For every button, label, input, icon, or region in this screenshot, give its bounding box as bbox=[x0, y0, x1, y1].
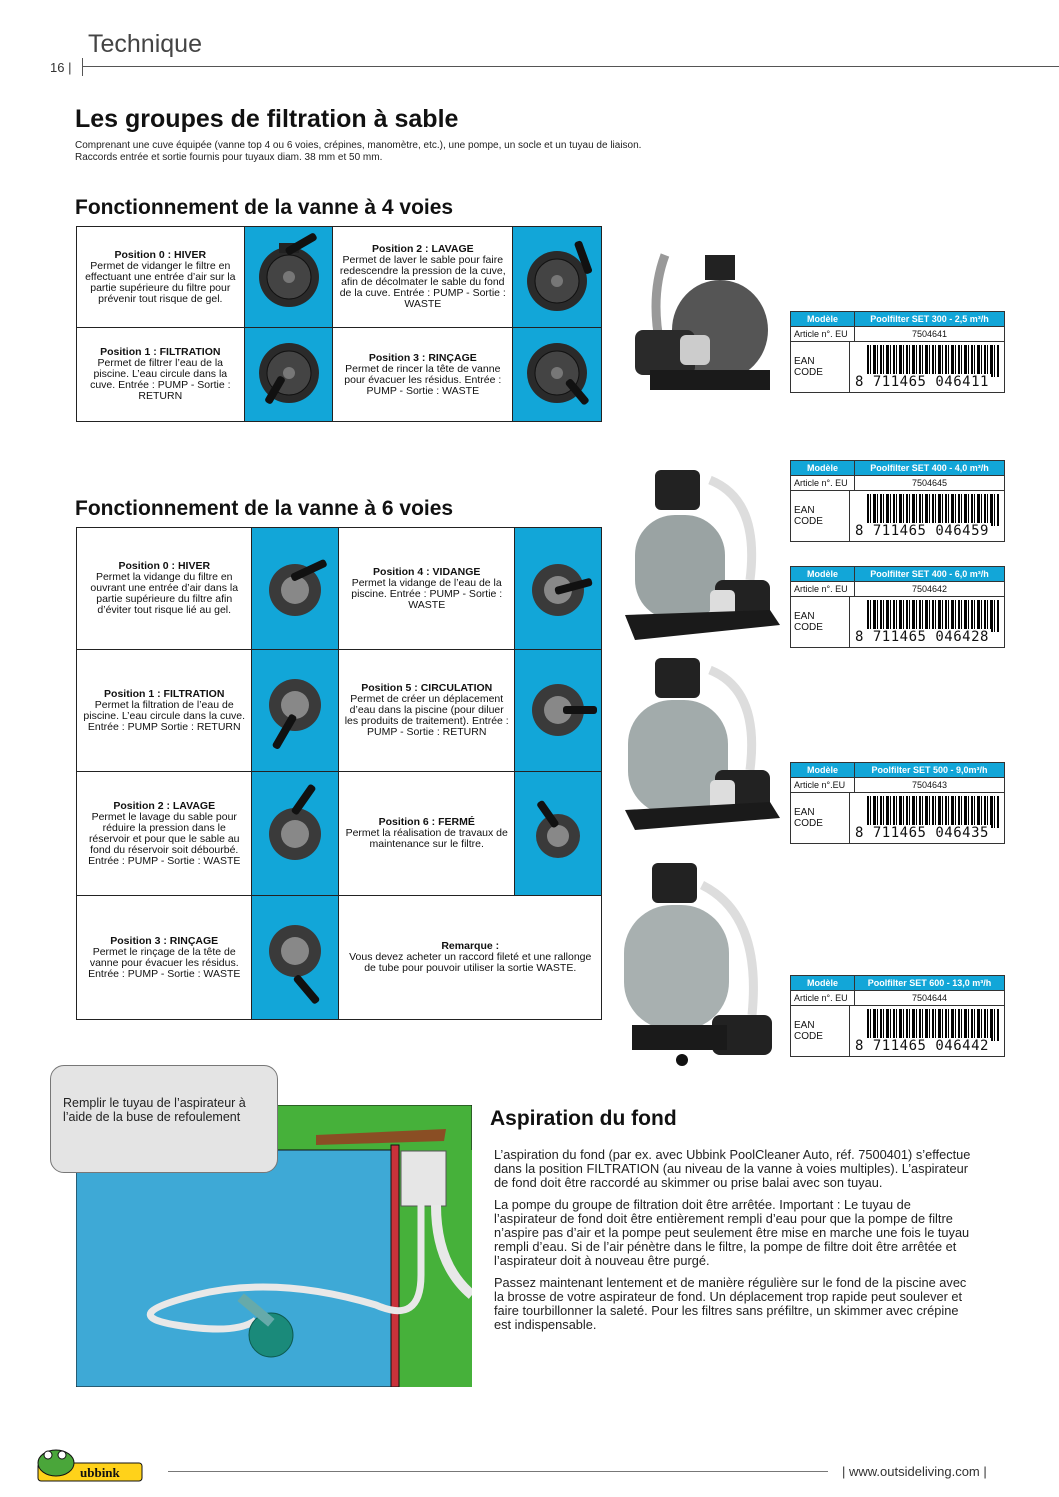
valve6-cell bbox=[77, 650, 252, 772]
label-article: Article n°. EU bbox=[791, 476, 855, 490]
header-divider bbox=[82, 58, 83, 76]
label-article: Article n°. EU bbox=[791, 991, 855, 1005]
valve-image bbox=[252, 772, 339, 896]
ean-digits: 8 711465 046411 bbox=[855, 374, 989, 390]
aspiration-heading: Aspiration du fond bbox=[490, 1107, 677, 1130]
label-ean: EAN CODE bbox=[791, 342, 850, 392]
valve4-cell bbox=[333, 328, 513, 422]
valve-knob-icon bbox=[515, 650, 601, 768]
product-model: Poolfilter SET 500 - 9,0m³/h bbox=[855, 763, 1004, 777]
valve-knob-icon bbox=[252, 528, 338, 646]
cell-title: Position 5 : CIRCULATION bbox=[361, 682, 493, 694]
ean-digits: 8 711465 046442 bbox=[855, 1038, 989, 1054]
ubbink-logo bbox=[34, 1447, 144, 1483]
cell-title: Position 0 : HIVER bbox=[118, 560, 211, 572]
aspiration-body bbox=[494, 1148, 974, 1340]
valve-knob-icon bbox=[515, 528, 601, 646]
valve-image bbox=[514, 772, 601, 896]
product-table bbox=[790, 975, 1005, 1057]
valve-image bbox=[252, 896, 339, 1020]
label-ean: EAN CODE bbox=[791, 793, 850, 843]
filter-set-600-image bbox=[612, 855, 787, 1070]
valve6-cell bbox=[339, 528, 515, 650]
label-article: Article n°.EU bbox=[791, 778, 855, 792]
valve-knob-icon bbox=[514, 227, 600, 324]
valve6-table bbox=[76, 527, 602, 1020]
ean-digits: 8 711465 046435 bbox=[855, 825, 989, 841]
product-article: 7504641 bbox=[911, 329, 948, 339]
ean-digits: 8 711465 046459 bbox=[855, 523, 989, 539]
product-table bbox=[790, 566, 1005, 648]
valve-knob-icon bbox=[514, 328, 600, 418]
cell-text: Permet la vidange du filtre en ouvrant une entrée d’air dans la partie supérieure du filtre afin d’éviter tout risque lié au gel. bbox=[90, 571, 239, 616]
label-model: Modèle bbox=[791, 567, 855, 581]
valve6-cell bbox=[339, 772, 515, 896]
product-article: 7504644 bbox=[911, 993, 948, 1003]
valve-knob-icon bbox=[246, 328, 332, 418]
cell-title: Position 4 : VIDANGE bbox=[373, 565, 481, 578]
filter-set-500-image bbox=[620, 650, 785, 830]
valve-image bbox=[244, 328, 333, 422]
paragraph: L’aspiration du fond (par ex. avec Ubbink PoolCleaner Auto, réf. 7500401) s’effectue dans la position FILTRATION (au niveau de la vanne à voies multiples). L’aspirateur de fond doit être raccordé au skimmer ou prise balai avec son tuyau. bbox=[494, 1147, 971, 1190]
valve4-heading: Fonctionnement de la vanne à 4 voies bbox=[75, 196, 454, 219]
svg-text:ubbink: ubbink bbox=[80, 1465, 120, 1480]
barcode bbox=[853, 344, 1001, 390]
valve-knob-icon bbox=[252, 896, 338, 1016]
filter-set-300-image bbox=[620, 235, 785, 405]
cell-text: Permet de vidanger le filtre en effectuant une entrée d’air sur la partie supérieure du filtre pour prévenir tout risque de gel. bbox=[85, 259, 236, 305]
cell-text: Permet le rinçage de la tête de vanne pour évacuer les résidus. Entrée : PUMP - Sortie : WASTE bbox=[88, 945, 241, 980]
label-ean: EAN CODE bbox=[791, 491, 850, 541]
valve-image bbox=[244, 227, 333, 328]
cell-title: Position 0 : HIVER bbox=[114, 248, 207, 261]
valve4-table bbox=[76, 226, 602, 422]
valve6-cell bbox=[339, 650, 515, 772]
cell-text: Permet la vidange de l’eau de la piscine. Entrée : PUMP - Sortie : WASTE bbox=[351, 576, 503, 611]
valve6-cell bbox=[77, 528, 252, 650]
valve-knob-icon bbox=[246, 227, 332, 324]
product-model: Poolfilter SET 600 - 13,0 m³/h bbox=[855, 976, 1004, 990]
cell-text: Permet de rincer la tête de vanne pour évacuer les résidus. Entrée : PUMP - Sortie : WASTE bbox=[344, 362, 502, 397]
header-rule bbox=[82, 66, 1059, 67]
label-article: Article n°. EU bbox=[791, 327, 855, 341]
remark-cell bbox=[339, 896, 602, 1020]
product-model: Poolfilter SET 400 - 6,0 m³/h bbox=[855, 567, 1004, 581]
cell-text: Permet de laver le sable pour faire redescendre la pression de la cuve, afin de décolmater le sable du fond de la cuve. Entrée : PUMP - Sortie : WASTE bbox=[339, 254, 506, 310]
cell-title: Position 2 : LAVAGE bbox=[371, 243, 474, 255]
cell-text: Permet la réalisation de travaux de maintenance sur le filtre. bbox=[345, 827, 508, 850]
cell-title: Position 3 : RINÇAGE bbox=[110, 934, 219, 947]
cell-text: Permet de filtrer l’eau de la piscine. L’eau circule dans la cuve. Entrée : PUMP - Sortie : RETURN bbox=[90, 357, 231, 402]
product-table bbox=[790, 762, 1005, 844]
valve-knob-icon bbox=[252, 772, 338, 892]
barcode bbox=[853, 1008, 1001, 1054]
filter-set-400-image bbox=[620, 460, 785, 640]
paragraph: Passez maintenant lentement et de manière régulière sur le fond de la piscine avec la brosse de votre aspirateur de fond. Un déplacement trop rapide peut soulever et faire tourbillonner la saleté. Pour les filtres sans préfiltre, un skimmer avec crépine est indispensable. bbox=[494, 1275, 967, 1332]
product-table bbox=[790, 460, 1005, 542]
footer-url[interactable]: | www.outsideliving.com | bbox=[842, 1464, 987, 1479]
valve6-cell bbox=[77, 896, 252, 1020]
barcode bbox=[853, 599, 1001, 645]
valve-image bbox=[513, 328, 602, 422]
valve6-cell bbox=[77, 772, 252, 896]
cell-text: Vous devez acheter un raccord fileté et une rallonge de tube pour pouvoir utiliser la sortie WASTE. bbox=[349, 951, 592, 974]
cell-title: Position 1 : FILTRATION bbox=[104, 687, 225, 700]
valve-image bbox=[513, 227, 602, 328]
product-model: Poolfilter SET 400 - 4,0 m³/h bbox=[855, 461, 1004, 475]
product-article: 7504643 bbox=[911, 780, 948, 790]
product-model: Poolfilter SET 300 - 2,5 m³/h bbox=[855, 312, 1004, 326]
intro-line: Raccords entrée et sortie fournis pour tuyaux diam. 38 mm et 50 mm. bbox=[75, 152, 383, 163]
valve4-cell bbox=[77, 328, 245, 422]
valve-knob-icon bbox=[252, 650, 338, 768]
label-model: Modèle bbox=[791, 976, 855, 990]
cell-title: Position 6 : FERMÉ bbox=[378, 816, 475, 828]
callout-box: Remplir le tuyau de l’aspirateur à l’aide de la buse de refoulement bbox=[50, 1065, 278, 1173]
cell-text: Permet la filtration de l’eau de piscine. L’eau circule dans la cuve. Entrée : PUMP Sortie : RETURN bbox=[83, 698, 246, 733]
page-title: Les groupes de filtration à sable bbox=[75, 105, 459, 133]
valve6-heading: Fonctionnement de la vanne à 6 voies bbox=[75, 497, 454, 520]
paragraph: La pompe du groupe de filtration doit être arrêtée. Important : Le tuyau de l’aspirateur de fond doit être entièrement rempli d’eau pour que la pompe de filtre n’aspire pas d’air et la pompe peut seulement être mise en marche une fois le tuyau rempli d’eau. Si de l’air pénètre dans le filtre, la pompe de filtre doit être arrêtée et l’aspirateur doit à nouveau être purgé. bbox=[494, 1197, 970, 1268]
label-ean: EAN CODE bbox=[791, 597, 850, 647]
cell-title: Position 3 : RINÇAGE bbox=[368, 351, 477, 364]
cell-title: Remarque : bbox=[441, 940, 500, 952]
product-table bbox=[790, 311, 1005, 393]
intro-text bbox=[75, 140, 875, 164]
barcode bbox=[853, 493, 1001, 539]
footer-rule bbox=[168, 1471, 828, 1472]
label-model: Modèle bbox=[791, 312, 855, 326]
valve-image bbox=[514, 650, 601, 772]
valve-image bbox=[514, 528, 601, 650]
product-article: 7504642 bbox=[911, 584, 948, 594]
barcode bbox=[853, 795, 1001, 841]
valve-knob-icon bbox=[515, 772, 601, 892]
section-title: Technique bbox=[88, 30, 202, 58]
cell-text: Permet le lavage du sable pour réduire la pression dans le réservoir et pour que le sable au fond du réservoir soit débourbé. Entrée : PUMP - Sortie : WASTE bbox=[88, 810, 241, 867]
ean-digits: 8 711465 046428 bbox=[855, 629, 989, 645]
cell-title: Position 1 : FILTRATION bbox=[100, 346, 221, 358]
valve4-cell bbox=[77, 227, 245, 328]
label-ean: EAN CODE bbox=[791, 1006, 850, 1056]
valve-image bbox=[252, 528, 339, 650]
label-model: Modèle bbox=[791, 461, 855, 475]
label-model: Modèle bbox=[791, 763, 855, 777]
valve4-cell bbox=[333, 227, 513, 328]
cell-title: Position 2 : LAVAGE bbox=[113, 799, 216, 812]
intro-line: Comprenant une cuve équipée (vanne top 4 ou 6 voies, crépines, manomètre, etc.), une pompe, un socle et un tuyau de liaison. bbox=[75, 140, 642, 151]
valve-image bbox=[252, 650, 339, 772]
page-number: 16 | bbox=[50, 60, 72, 75]
product-article: 7504645 bbox=[911, 478, 948, 488]
cell-text: Permet de créer un déplacement d’eau dans la piscine (pour diluer les produits de traitement). Entrée : PUMP - Sortie : RETURN bbox=[344, 693, 509, 738]
label-article: Article n°. EU bbox=[791, 582, 855, 596]
